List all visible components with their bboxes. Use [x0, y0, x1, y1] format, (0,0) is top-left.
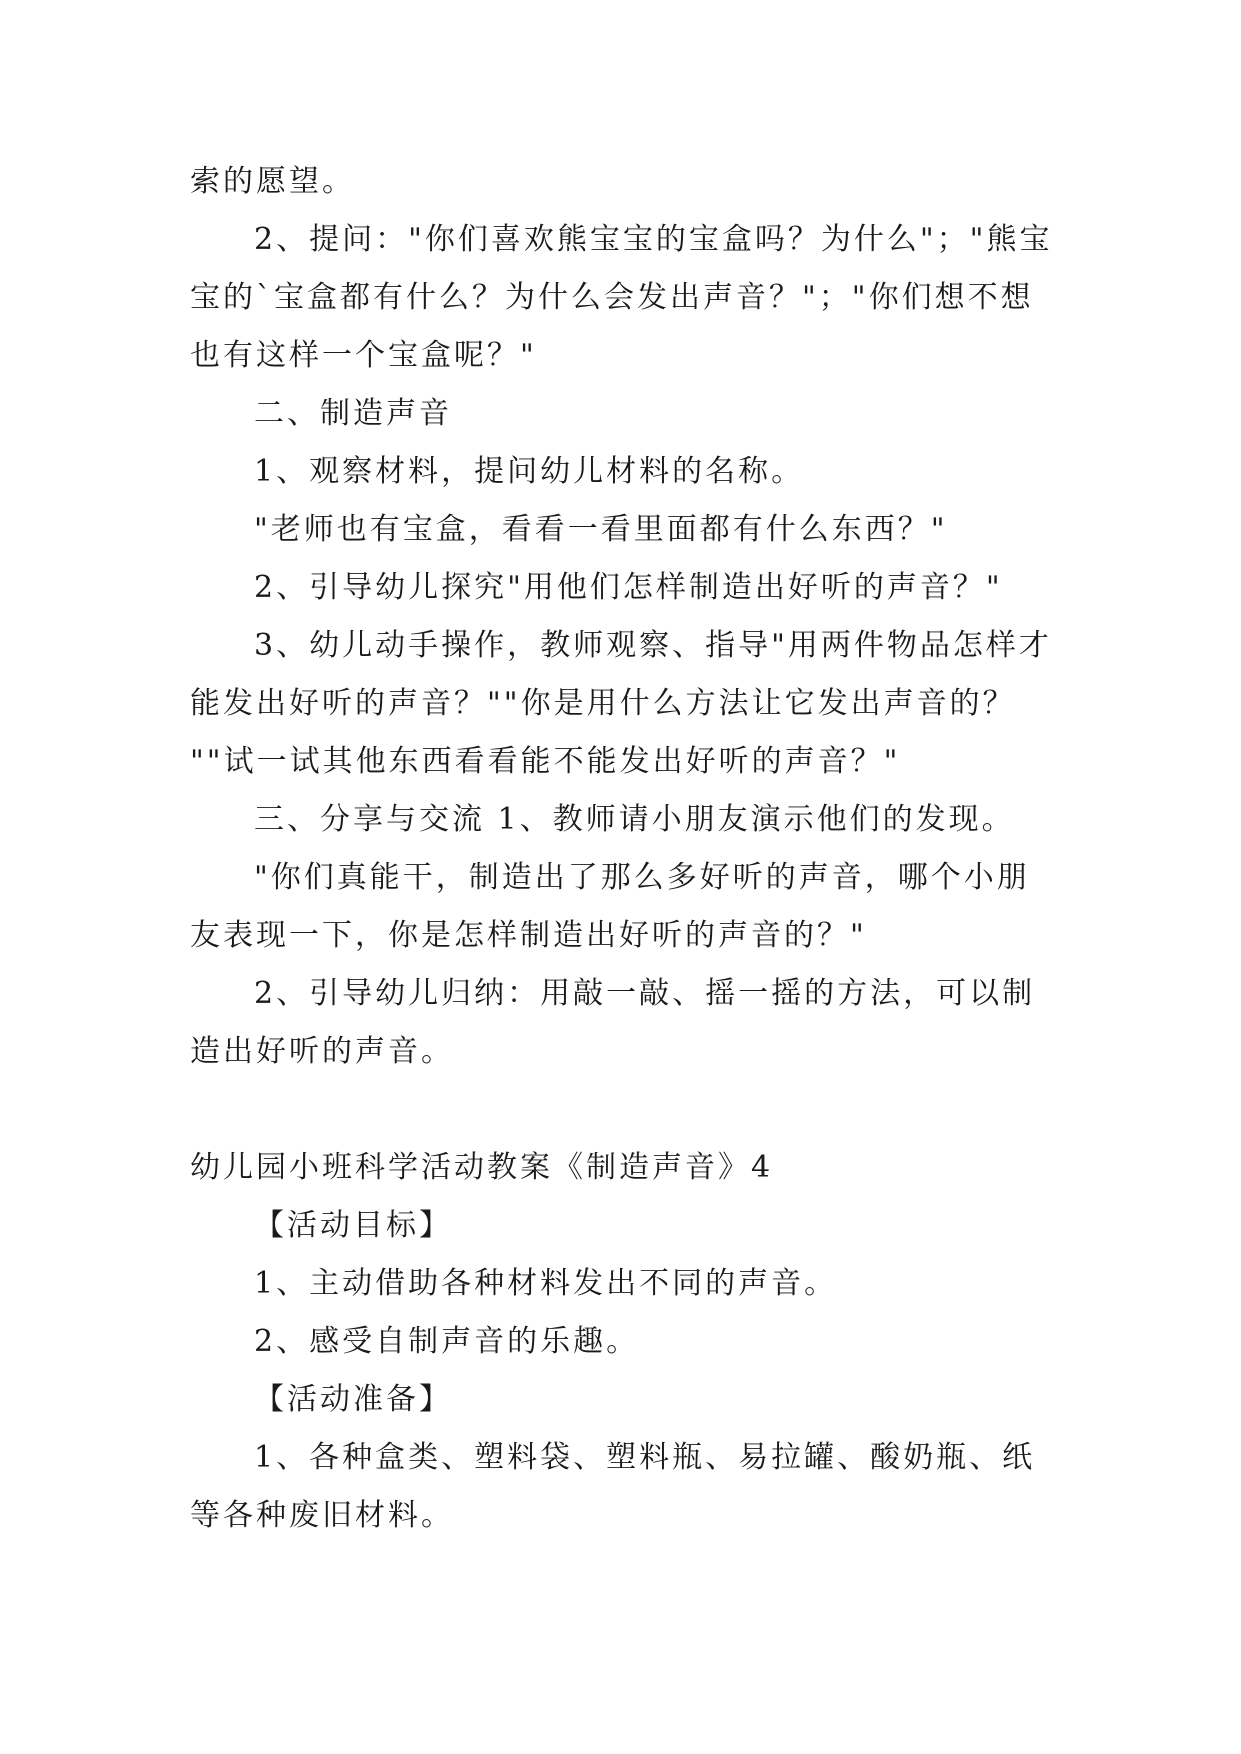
paragraph-line: 2、引导幼儿探究"用他们怎样制造出好听的声音？": [254, 570, 1003, 605]
paragraph-line: 友表现一下，你是怎样制造出好听的声音的？": [190, 918, 867, 953]
prep-item: 1、各种盒类、塑料袋、塑料瓶、易拉罐、酸奶瓶、纸: [254, 1440, 1036, 1475]
paragraph-line: 也有这样一个宝盒呢？": [190, 338, 537, 373]
paragraph-line: 宝的`宝盒都有什么？为什么会发出声音？"；"你们想不想: [190, 280, 1034, 315]
paragraph-line: "老师也有宝盒，看看一看里面都有什么东西？": [254, 512, 948, 547]
goal-heading: 【活动目标】: [254, 1208, 452, 1243]
paragraph-line: 1、观察材料，提问幼儿材料的名称。: [254, 454, 805, 489]
section-heading: 三、分享与交流 1、教师请小朋友演示他们的发现。: [254, 802, 1015, 837]
paragraph-line: 索的愿望。: [190, 164, 355, 199]
paragraph-line: 2、引导幼儿归纳：用敲一敲、摇一摇的方法，可以制: [254, 976, 1036, 1011]
paragraph-line: 3、幼儿动手操作，教师观察、指导"用两件物品怎样才: [254, 628, 1052, 663]
section-heading: 二、制造声音: [254, 396, 452, 431]
prep-heading: 【活动准备】: [254, 1382, 452, 1417]
paragraph-line: 2、提问："你们喜欢熊宝宝的宝盒吗？为什么"；"熊宝: [254, 222, 1053, 257]
paragraph-line: 造出好听的声音。: [190, 1034, 454, 1069]
lesson-title: 幼儿园小班科学活动教案《制造声音》4: [190, 1150, 774, 1185]
prep-item: 等各种废旧材料。: [190, 1498, 454, 1533]
paragraph-line: ""试一试其他东西看看能不能发出好听的声音？": [190, 744, 901, 779]
paragraph-line: "你们真能干，制造出了那么多好听的声音，哪个小朋: [254, 860, 1030, 895]
goal-item: 1、主动借助各种材料发出不同的声音。: [254, 1266, 838, 1301]
paragraph-line: 能发出好听的声音？""你是用什么方法让它发出声音的？: [190, 686, 1016, 721]
document-body: [190, 153, 1056, 1545]
goal-item: 2、感受自制声音的乐趣。: [254, 1324, 640, 1359]
